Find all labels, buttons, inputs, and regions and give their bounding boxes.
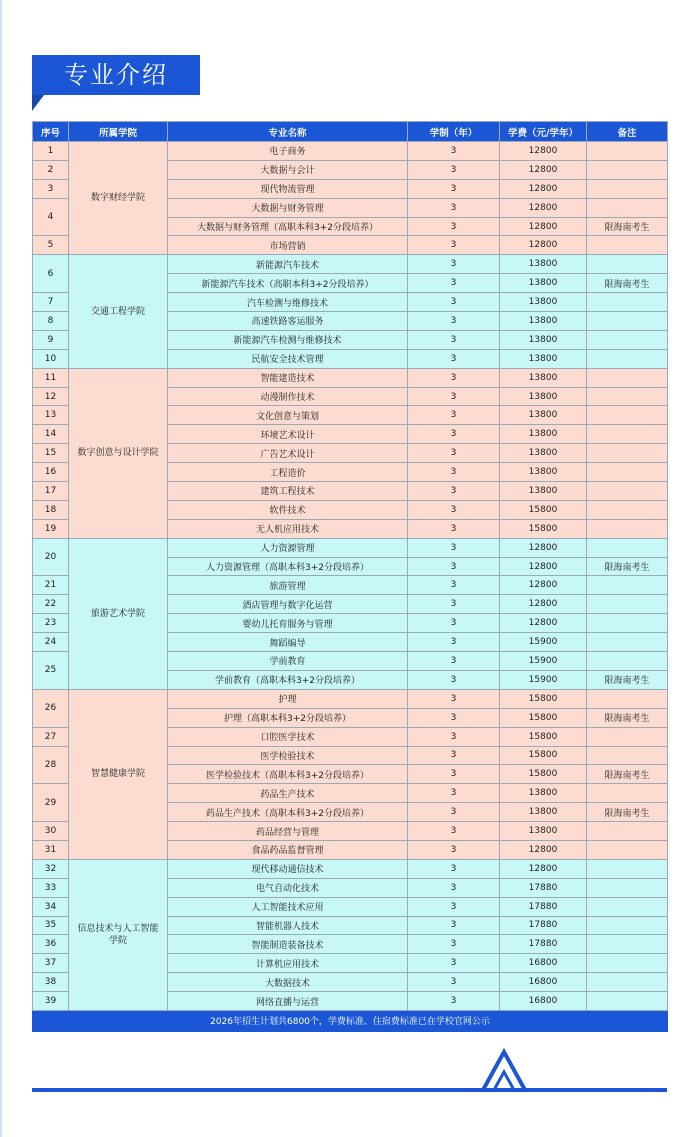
remark bbox=[587, 463, 668, 482]
study-years: 3 bbox=[408, 482, 500, 501]
major-name: 智能制造装备技术 bbox=[168, 935, 408, 954]
tuition-fee: 12800 bbox=[500, 576, 587, 595]
row-number: 20 bbox=[33, 538, 69, 576]
tuition-fee: 13800 bbox=[500, 482, 587, 501]
row-number: 31 bbox=[33, 840, 69, 859]
remark bbox=[587, 406, 668, 425]
table-row bbox=[33, 368, 668, 387]
row-number: 29 bbox=[33, 784, 69, 822]
major-name: 无人机应用技术 bbox=[168, 519, 408, 538]
table-row bbox=[33, 859, 668, 878]
study-years: 3 bbox=[408, 784, 500, 803]
major-name: 智能建造技术 bbox=[168, 368, 408, 387]
tuition-fee: 17880 bbox=[500, 897, 587, 916]
major-name: 口腔医学技术 bbox=[168, 727, 408, 746]
tuition-fee: 13800 bbox=[500, 368, 587, 387]
remark bbox=[587, 576, 668, 595]
tuition-fee: 13800 bbox=[500, 274, 587, 293]
row-number: 24 bbox=[33, 633, 69, 652]
study-years: 3 bbox=[408, 500, 500, 519]
remark: 限海南考生 bbox=[587, 765, 668, 784]
majors-table bbox=[32, 121, 668, 1032]
study-years: 3 bbox=[408, 689, 500, 708]
row-number: 13 bbox=[33, 406, 69, 425]
tuition-fee: 12800 bbox=[500, 595, 587, 614]
remark bbox=[587, 142, 668, 161]
row-number: 6 bbox=[33, 255, 69, 293]
study-years: 3 bbox=[408, 576, 500, 595]
tuition-fee: 13800 bbox=[500, 784, 587, 803]
tuition-fee: 13800 bbox=[500, 293, 587, 312]
study-years: 3 bbox=[408, 330, 500, 349]
tuition-fee: 15800 bbox=[500, 765, 587, 784]
tuition-fee: 13800 bbox=[500, 255, 587, 274]
table-row bbox=[33, 538, 668, 557]
tuition-fee: 12800 bbox=[500, 236, 587, 255]
remark bbox=[587, 689, 668, 708]
tuition-fee: 15800 bbox=[500, 727, 587, 746]
tuition-fee: 12800 bbox=[500, 614, 587, 633]
remark bbox=[587, 992, 668, 1011]
major-name: 软件技术 bbox=[168, 500, 408, 519]
study-years: 3 bbox=[408, 406, 500, 425]
major-name: 文化创意与策划 bbox=[168, 406, 408, 425]
remark bbox=[587, 652, 668, 671]
major-name: 电气自动化技术 bbox=[168, 878, 408, 897]
row-number: 12 bbox=[33, 387, 69, 406]
major-name: 高速铁路客运服务 bbox=[168, 312, 408, 331]
study-years: 3 bbox=[408, 670, 500, 689]
study-years: 3 bbox=[408, 519, 500, 538]
remark: 限海南考生 bbox=[587, 217, 668, 236]
remark bbox=[587, 444, 668, 463]
major-name: 新能源汽车检测与维修技术 bbox=[168, 330, 408, 349]
study-years: 3 bbox=[408, 274, 500, 293]
remark bbox=[587, 160, 668, 179]
remark bbox=[587, 878, 668, 897]
tuition-fee: 13800 bbox=[500, 803, 587, 822]
row-number: 14 bbox=[33, 425, 69, 444]
bottom-rule bbox=[32, 1088, 667, 1092]
tuition-fee: 12800 bbox=[500, 859, 587, 878]
tuition-fee: 15900 bbox=[500, 670, 587, 689]
major-name: 护理（高职本科3+2分段培养） bbox=[168, 708, 408, 727]
college-name: 数字财经学院 bbox=[69, 142, 168, 255]
major-name: 动漫制作技术 bbox=[168, 387, 408, 406]
remark bbox=[587, 859, 668, 878]
remark bbox=[587, 727, 668, 746]
row-number: 17 bbox=[33, 482, 69, 501]
row-number: 23 bbox=[33, 614, 69, 633]
row-number: 27 bbox=[33, 727, 69, 746]
tuition-fee: 12800 bbox=[500, 840, 587, 859]
college-name: 旅游艺术学院 bbox=[69, 538, 168, 689]
major-name: 大数据与会计 bbox=[168, 160, 408, 179]
tuition-fee: 17880 bbox=[500, 878, 587, 897]
major-name: 人力资源管理（高职本科3+2分段培养） bbox=[168, 557, 408, 576]
major-name: 民航安全技术管理 bbox=[168, 349, 408, 368]
mountain-peak-icon bbox=[480, 1048, 530, 1092]
table-header-row bbox=[33, 122, 668, 142]
remark bbox=[587, 595, 668, 614]
major-name: 食品药品监督管理 bbox=[168, 840, 408, 859]
row-number: 8 bbox=[33, 312, 69, 331]
remark bbox=[587, 954, 668, 973]
row-number: 34 bbox=[33, 897, 69, 916]
remark: 限海南考生 bbox=[587, 803, 668, 822]
major-name: 药品生产技术（高职本科3+2分段培养） bbox=[168, 803, 408, 822]
major-name: 人工智能技术应用 bbox=[168, 897, 408, 916]
study-years: 3 bbox=[408, 746, 500, 765]
remark: 限海南考生 bbox=[587, 274, 668, 293]
row-number: 22 bbox=[33, 595, 69, 614]
tuition-fee: 12800 bbox=[500, 217, 587, 236]
remark bbox=[587, 500, 668, 519]
study-years: 3 bbox=[408, 614, 500, 633]
row-number: 33 bbox=[33, 878, 69, 897]
major-name: 药品生产技术 bbox=[168, 784, 408, 803]
row-number: 28 bbox=[33, 746, 69, 784]
tuition-fee: 15800 bbox=[500, 746, 587, 765]
tuition-fee: 12800 bbox=[500, 160, 587, 179]
major-name: 大数据与财务管理（高职本科3+2分段培养） bbox=[168, 217, 408, 236]
study-years: 3 bbox=[408, 803, 500, 822]
study-years: 3 bbox=[408, 822, 500, 841]
tuition-fee: 12800 bbox=[500, 198, 587, 217]
remark bbox=[587, 198, 668, 217]
major-name: 大数据与财务管理 bbox=[168, 198, 408, 217]
tuition-fee: 13800 bbox=[500, 406, 587, 425]
tuition-fee: 17880 bbox=[500, 935, 587, 954]
study-years: 3 bbox=[408, 160, 500, 179]
study-years: 3 bbox=[408, 293, 500, 312]
remark: 限海南考生 bbox=[587, 670, 668, 689]
major-name: 舞蹈编导 bbox=[168, 633, 408, 652]
study-years: 3 bbox=[408, 463, 500, 482]
remark bbox=[587, 519, 668, 538]
row-number: 4 bbox=[33, 198, 69, 236]
tuition-fee: 13800 bbox=[500, 387, 587, 406]
remark bbox=[587, 916, 668, 935]
tuition-fee: 12800 bbox=[500, 557, 587, 576]
remark bbox=[587, 387, 668, 406]
study-years: 3 bbox=[408, 255, 500, 274]
study-years: 3 bbox=[408, 765, 500, 784]
header-no: 序号 bbox=[33, 122, 69, 142]
tuition-fee: 16800 bbox=[500, 954, 587, 973]
study-years: 3 bbox=[408, 727, 500, 746]
row-number: 30 bbox=[33, 822, 69, 841]
study-years: 3 bbox=[408, 557, 500, 576]
study-years: 3 bbox=[408, 992, 500, 1011]
page-title: 专业介绍 bbox=[64, 61, 168, 89]
remark bbox=[587, 633, 668, 652]
tuition-fee: 15900 bbox=[500, 652, 587, 671]
row-number: 26 bbox=[33, 689, 69, 727]
tuition-fee: 13800 bbox=[500, 444, 587, 463]
remark bbox=[587, 255, 668, 274]
remark bbox=[587, 840, 668, 859]
major-name: 药品经营与管理 bbox=[168, 822, 408, 841]
major-name: 网络直播与运营 bbox=[168, 992, 408, 1011]
college-name: 信息技术与人工智能学院 bbox=[69, 859, 168, 1010]
header-college: 所属学院 bbox=[69, 122, 168, 142]
major-name: 广告艺术设计 bbox=[168, 444, 408, 463]
study-years: 3 bbox=[408, 142, 500, 161]
major-name: 人力资源管理 bbox=[168, 538, 408, 557]
left-edge-rule bbox=[0, 0, 2, 1137]
remark bbox=[587, 897, 668, 916]
row-number: 7 bbox=[33, 293, 69, 312]
remark: 限海南考生 bbox=[587, 557, 668, 576]
major-name: 婴幼儿托育服务与管理 bbox=[168, 614, 408, 633]
study-years: 3 bbox=[408, 897, 500, 916]
remark bbox=[587, 312, 668, 331]
header-major: 专业名称 bbox=[168, 122, 408, 142]
major-name: 旅游管理 bbox=[168, 576, 408, 595]
remark bbox=[587, 822, 668, 841]
study-years: 3 bbox=[408, 652, 500, 671]
major-name: 环境艺术设计 bbox=[168, 425, 408, 444]
tuition-fee: 13800 bbox=[500, 330, 587, 349]
college-name: 交通工程学院 bbox=[69, 255, 168, 368]
remark bbox=[587, 425, 668, 444]
study-years: 3 bbox=[408, 179, 500, 198]
row-number: 39 bbox=[33, 992, 69, 1011]
tuition-fee: 17880 bbox=[500, 916, 587, 935]
row-number: 11 bbox=[33, 368, 69, 387]
study-years: 3 bbox=[408, 217, 500, 236]
table-row bbox=[33, 142, 668, 161]
study-years: 3 bbox=[408, 538, 500, 557]
remark bbox=[587, 236, 668, 255]
remark: 限海南考生 bbox=[587, 708, 668, 727]
row-number: 10 bbox=[33, 349, 69, 368]
remark bbox=[587, 293, 668, 312]
table-footer-row bbox=[33, 1010, 668, 1031]
row-number: 36 bbox=[33, 935, 69, 954]
row-number: 16 bbox=[33, 463, 69, 482]
row-number: 32 bbox=[33, 859, 69, 878]
major-name: 现代移动通信技术 bbox=[168, 859, 408, 878]
major-name: 学前教育（高职本科3+2分段培养） bbox=[168, 670, 408, 689]
tuition-fee: 12800 bbox=[500, 142, 587, 161]
major-name: 工程造价 bbox=[168, 463, 408, 482]
row-number: 5 bbox=[33, 236, 69, 255]
row-number: 35 bbox=[33, 916, 69, 935]
study-years: 3 bbox=[408, 878, 500, 897]
remark bbox=[587, 330, 668, 349]
major-name: 医学检验技术（高职本科3+2分段培养） bbox=[168, 765, 408, 784]
study-years: 3 bbox=[408, 935, 500, 954]
header-fee: 学费（元/学年） bbox=[500, 122, 587, 142]
study-years: 3 bbox=[408, 973, 500, 992]
major-name: 大数据技术 bbox=[168, 973, 408, 992]
study-years: 3 bbox=[408, 368, 500, 387]
row-number: 9 bbox=[33, 330, 69, 349]
study-years: 3 bbox=[408, 954, 500, 973]
row-number: 37 bbox=[33, 954, 69, 973]
remark bbox=[587, 935, 668, 954]
remark bbox=[587, 368, 668, 387]
remark bbox=[587, 784, 668, 803]
row-number: 19 bbox=[33, 519, 69, 538]
header-note: 备注 bbox=[587, 122, 668, 142]
major-name: 建筑工程技术 bbox=[168, 482, 408, 501]
table-row bbox=[33, 689, 668, 708]
row-number: 18 bbox=[33, 500, 69, 519]
tuition-fee: 12800 bbox=[500, 538, 587, 557]
row-number: 3 bbox=[33, 179, 69, 198]
study-years: 3 bbox=[408, 425, 500, 444]
tuition-fee: 15800 bbox=[500, 519, 587, 538]
tuition-fee: 15900 bbox=[500, 633, 587, 652]
major-name: 新能源汽车技术 bbox=[168, 255, 408, 274]
major-name: 计算机应用技术 bbox=[168, 954, 408, 973]
remark bbox=[587, 973, 668, 992]
title-banner-fold bbox=[32, 95, 44, 111]
tuition-fee: 15800 bbox=[500, 708, 587, 727]
college-name: 智慧健康学院 bbox=[69, 689, 168, 859]
study-years: 3 bbox=[408, 349, 500, 368]
row-number: 21 bbox=[33, 576, 69, 595]
major-name: 酒店管理与数字化运营 bbox=[168, 595, 408, 614]
row-number: 38 bbox=[33, 973, 69, 992]
study-years: 3 bbox=[408, 444, 500, 463]
tuition-fee: 13800 bbox=[500, 349, 587, 368]
study-years: 3 bbox=[408, 633, 500, 652]
major-name: 市场营销 bbox=[168, 236, 408, 255]
college-name: 数字创意与设计学院 bbox=[69, 368, 168, 538]
tuition-fee: 15800 bbox=[500, 689, 587, 708]
major-name: 护理 bbox=[168, 689, 408, 708]
row-number: 25 bbox=[33, 652, 69, 690]
tuition-fee: 12800 bbox=[500, 179, 587, 198]
row-number: 15 bbox=[33, 444, 69, 463]
major-name: 智能机器人技术 bbox=[168, 916, 408, 935]
major-name: 新能源汽车技术（高职本科3+2分段培养） bbox=[168, 274, 408, 293]
major-name: 医学检验技术 bbox=[168, 746, 408, 765]
major-name: 现代物流管理 bbox=[168, 179, 408, 198]
study-years: 3 bbox=[408, 708, 500, 727]
study-years: 3 bbox=[408, 595, 500, 614]
tuition-fee: 15800 bbox=[500, 500, 587, 519]
header-years: 学制（年） bbox=[408, 122, 500, 142]
study-years: 3 bbox=[408, 859, 500, 878]
tuition-fee: 13800 bbox=[500, 463, 587, 482]
study-years: 3 bbox=[408, 387, 500, 406]
study-years: 3 bbox=[408, 916, 500, 935]
study-years: 3 bbox=[408, 840, 500, 859]
row-number: 1 bbox=[33, 142, 69, 161]
remark bbox=[587, 614, 668, 633]
tuition-fee: 16800 bbox=[500, 992, 587, 1011]
table-row bbox=[33, 255, 668, 274]
remark bbox=[587, 746, 668, 765]
study-years: 3 bbox=[408, 312, 500, 331]
study-years: 3 bbox=[408, 198, 500, 217]
tuition-fee: 13800 bbox=[500, 425, 587, 444]
row-number: 2 bbox=[33, 160, 69, 179]
major-name: 学前教育 bbox=[168, 652, 408, 671]
study-years: 3 bbox=[408, 236, 500, 255]
footer-note: 2026年招生计划共6800个，学费标准、住宿费标准已在学校官网公示 bbox=[33, 1010, 668, 1031]
remark bbox=[587, 179, 668, 198]
remark bbox=[587, 349, 668, 368]
tuition-fee: 13800 bbox=[500, 822, 587, 841]
major-name: 汽车检测与维修技术 bbox=[168, 293, 408, 312]
tuition-fee: 16800 bbox=[500, 973, 587, 992]
tuition-fee: 13800 bbox=[500, 312, 587, 331]
remark bbox=[587, 538, 668, 557]
major-name: 电子商务 bbox=[168, 142, 408, 161]
remark bbox=[587, 482, 668, 501]
